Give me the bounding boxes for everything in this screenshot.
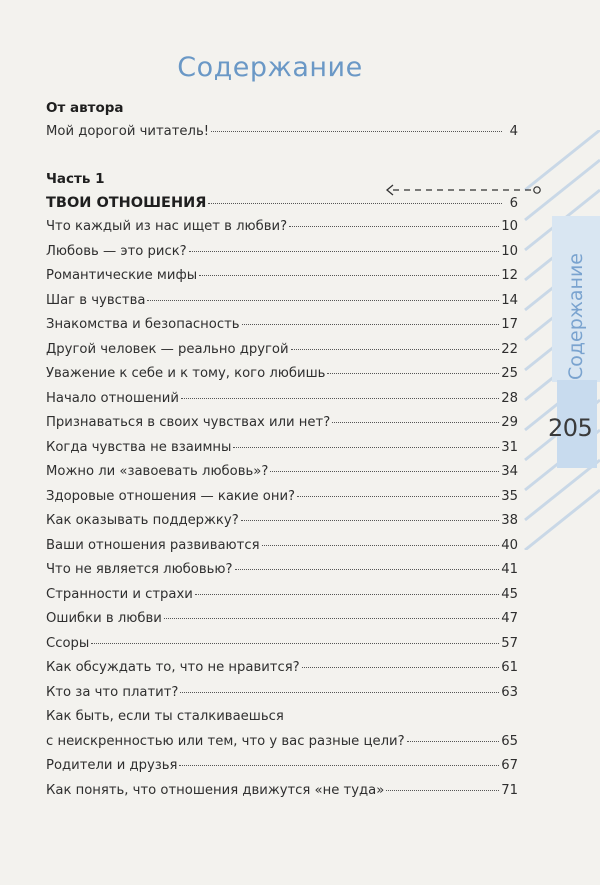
- entry-title: Другой человек — реально другой: [46, 341, 289, 357]
- entry-page: 31: [501, 439, 518, 455]
- entry-page: 61: [501, 660, 518, 675]
- entry-title: Как обсуждать то, что не нравится?: [46, 660, 300, 675]
- entry-title: Как оказывать поддержку?: [46, 513, 239, 528]
- dot-leader: [327, 363, 499, 374]
- toc-entry[interactable]: [46, 783, 518, 808]
- table-of-contents: [46, 100, 518, 807]
- entry-page: 57: [501, 635, 518, 651]
- entry-page: 22: [501, 341, 518, 357]
- entry-title: Родители и друзья: [46, 758, 178, 773]
- dot-leader: [199, 265, 499, 276]
- dot-leader: [208, 193, 502, 204]
- entry-title: Что каждый из нас ищет в любви?: [46, 219, 288, 234]
- dot-leader: [147, 290, 499, 301]
- dot-leader: [297, 486, 499, 497]
- entry-title: Что не является любовью?: [46, 562, 233, 577]
- entry-title: Мой дорогой читатель!: [46, 124, 210, 139]
- dot-leader: [262, 535, 500, 546]
- toc-entry[interactable]: [46, 124, 518, 149]
- entry-title: Признаваться в своих чувствах или нет?: [46, 415, 331, 430]
- entry-title: Начало отношений: [46, 390, 179, 406]
- entry-title: Ошибки в любви: [46, 611, 162, 626]
- dot-leader: [179, 755, 499, 766]
- entry-page: 34: [501, 464, 518, 479]
- dot-leader: [164, 608, 499, 619]
- entry-title: Как быть, если ты сталкиваешься: [46, 709, 284, 724]
- entry-title: Кто за что платит?: [46, 684, 179, 700]
- entry-page: 28: [501, 390, 518, 406]
- dot-leader: [291, 339, 500, 350]
- entry-title: с неискренностью или тем, что у вас разные цели?: [46, 733, 405, 749]
- entry-page: 40: [501, 537, 518, 553]
- entry-page: 29: [501, 415, 518, 430]
- dot-leader: [91, 633, 499, 644]
- dot-leader: [407, 731, 500, 742]
- part-heading-title: ТВОИ ОТНОШЕНИЯ: [46, 194, 207, 211]
- entry-title: Ваши отношения развиваются: [46, 537, 260, 553]
- entry-title: Любовь — это риск?: [46, 243, 187, 259]
- entry-title: Здоровые отношения — какие они?: [46, 488, 296, 504]
- dot-leader: [289, 216, 499, 227]
- entry-page: 38: [501, 513, 518, 528]
- entry-page: 41: [501, 562, 518, 577]
- entry-page: 35: [501, 488, 518, 504]
- author-heading: От автора: [46, 100, 124, 116]
- toc-entries: [46, 219, 518, 807]
- dot-leader: [235, 559, 500, 570]
- dot-leader: [241, 510, 500, 521]
- entry-title: Знакомства и безопасность: [46, 317, 240, 332]
- entry-page: 71: [501, 782, 518, 798]
- part-heading-page: 6: [509, 195, 518, 211]
- entry-title: Уважение к себе и к тому, кого любишь: [46, 366, 326, 381]
- page-title: Содержание: [177, 52, 363, 83]
- page-number: 205: [548, 414, 593, 442]
- dot-leader: [233, 437, 499, 448]
- dot-leader: [242, 314, 500, 325]
- entry-page: 4: [509, 124, 518, 139]
- entry-page: 10: [501, 219, 518, 234]
- entry-page: 25: [501, 366, 518, 381]
- dot-leader: [302, 657, 500, 668]
- dot-leader: [270, 461, 499, 472]
- entry-page: 47: [501, 611, 518, 626]
- side-section-label: Содержание: [565, 253, 587, 380]
- entry-page: 65: [501, 733, 518, 749]
- entry-page: 14: [501, 292, 518, 308]
- dot-leader: [189, 241, 500, 252]
- entry-title: Странности и страхи: [46, 586, 193, 602]
- entry-title: Шаг в чувства: [46, 292, 146, 308]
- entry-page: 67: [501, 758, 518, 773]
- entry-title: Как понять, что отношения движутся «не туда»: [46, 782, 385, 798]
- part-label: Часть 1: [46, 170, 105, 187]
- dot-leader: [180, 682, 499, 693]
- entry-title: Ссоры: [46, 635, 90, 651]
- dot-leader: [386, 780, 499, 791]
- entry-page: 63: [501, 684, 518, 700]
- entry-title: Когда чувства не взаимны: [46, 439, 232, 455]
- entry-title: Романтические мифы: [46, 268, 198, 283]
- toc-entry[interactable]: [46, 685, 518, 710]
- entry-page: 45: [501, 586, 518, 602]
- entry-page: 17: [501, 317, 518, 332]
- dot-leader: [332, 412, 499, 423]
- entry-title: Можно ли «завоевать любовь»?: [46, 464, 269, 479]
- entry-page: 12: [501, 268, 518, 283]
- dot-leader: [181, 388, 499, 399]
- dot-leader: [195, 584, 499, 595]
- entry-page: 10: [501, 243, 518, 259]
- dot-leader: [211, 121, 502, 132]
